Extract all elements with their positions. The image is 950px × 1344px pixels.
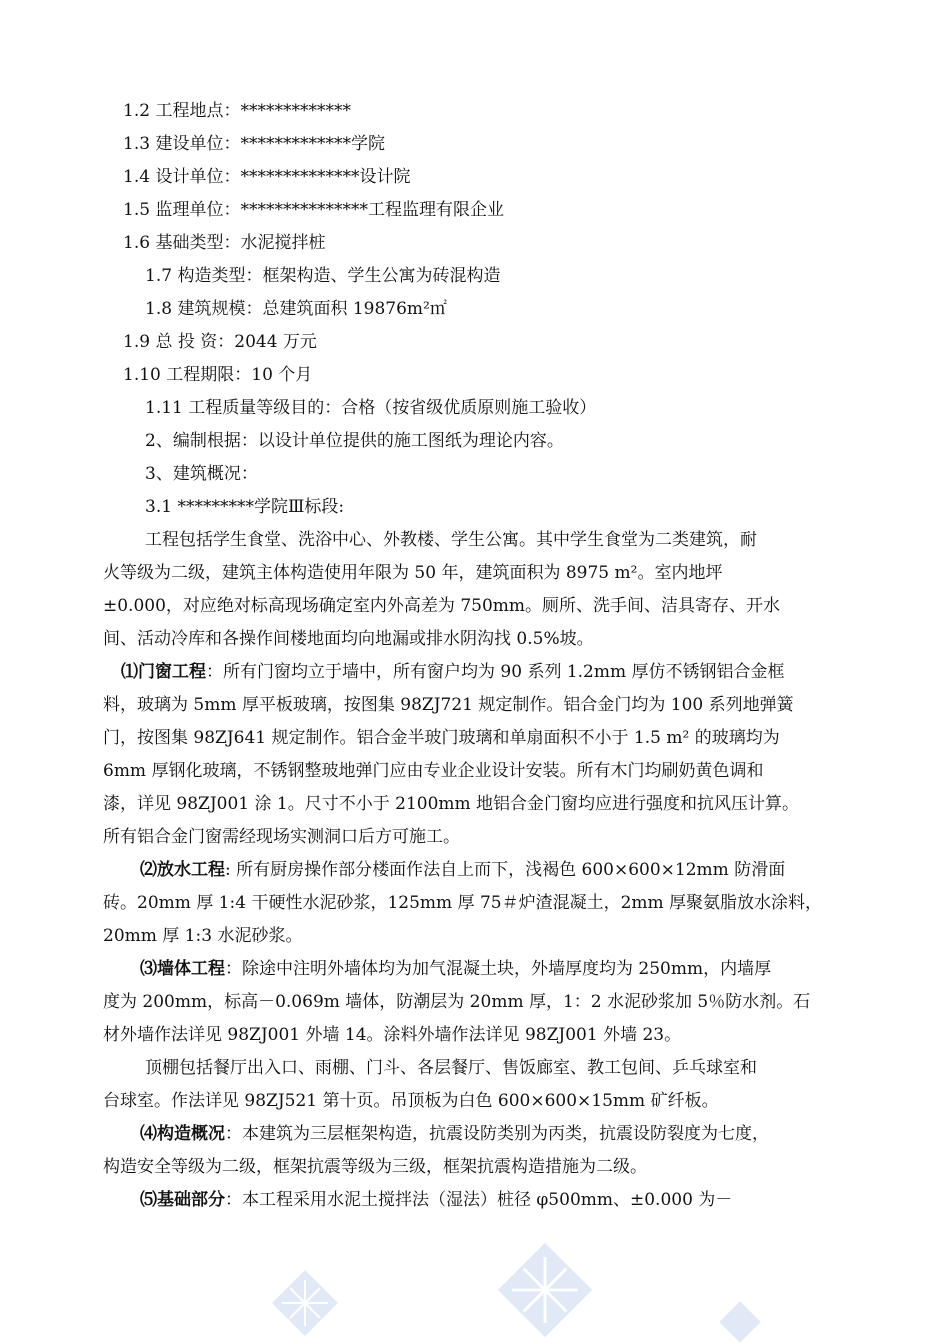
- walls-line: 材外墙作法详见 98ZJ001 外墙 14。涂料外墙作法详见 98ZJ001 外墙 23。: [103, 1025, 682, 1045]
- structure-heading: ⑷构造概况: [140, 1124, 225, 1144]
- item-1-10: 1.10 工程期限：10 个月: [123, 365, 313, 385]
- item-1-2: 1.2 工程地点：*************: [123, 101, 351, 121]
- walls-heading: ⑶墙体工程: [140, 959, 225, 979]
- structure-paragraph-first-line: [140, 1123, 769, 1145]
- foundation-text: ：本工程采用水泥土搅拌法（湿法）桩径 φ500mm、±0.000 为－: [225, 1190, 733, 1210]
- item-1-7: 1.7 构造类型：框架构造、学生公寓为砖混构造: [145, 266, 501, 286]
- waterproof-line: 20mm 厚 1:3 水泥砂浆。: [103, 926, 303, 946]
- overview-line: 工程包括学生食堂、洗浴中心、外教楼、学生公寓。其中学生食堂为二类建筑，耐: [145, 530, 757, 550]
- item-1-4: 1.4 设计单位：**************设计院: [123, 167, 411, 187]
- waterproof-line: 砖。20mm 厚 1:4 干硬性水泥砂浆，125mm 厚 75＃炉渣混凝土，2mm 厚聚氨脂放水涂料，: [103, 893, 823, 913]
- doors-line: 漆，详见 98ZJ001 涂 1。尺寸不小于 2100mm 地铝合金门窗均应进行强度和抗风压计算。: [103, 794, 800, 814]
- walls-line: 度为 200mm，标高－0.069m 墙体，防潮层为 20mm 厚，1：2 水泥砂浆加 5％防水剂。石: [103, 992, 811, 1012]
- doors-text: ：所有门窗均立于墙中，所有窗户均为 90 系列 1.2mm 厚仿不锈钢铝合金框: [206, 662, 785, 682]
- overview-line: 间、活动冷库和各操作间楼地面均向地漏或排水阴沟找 0.5%坡。: [103, 629, 594, 649]
- ceiling-line: 台球室。作法详见 98ZJ521 第十页。吊顶板为白色 600×600×15mm 矿纤板。: [103, 1091, 719, 1111]
- waterproof-text: : 所有厨房操作部分楼面作法自上而下，浅褐色 600×600×12mm 防滑面: [225, 860, 786, 880]
- doors-line: 6mm 厚钢化玻璃，不锈钢整玻地弹门应由专业企业设计安装。所有木门均刷奶黄色调和: [103, 761, 764, 781]
- doors-paragraph-first-line: [121, 661, 785, 683]
- waterproof-paragraph-first-line: [140, 859, 785, 881]
- doors-line: 料，玻璃为 5mm 厚平板玻璃，按图集 98ZJ721 规定制作。铝合金门均为 100 系列地弹簧: [103, 695, 794, 715]
- section-3-overview: 3、建筑概况：: [145, 464, 258, 484]
- snowflake-watermark-icon: [270, 1268, 340, 1338]
- overview-line: ±0.000，对应绝对标高现场确定室内外高差为 750mm。厕所、洗手间、洁具寄存、开水: [103, 596, 781, 616]
- foundation-heading: ⑸基础部分: [140, 1190, 225, 1210]
- doors-line: 所有铝合金门窗需经现场实测洞口后方可施工。: [103, 827, 460, 847]
- doors-heading: ⑴门窗工程: [121, 662, 206, 682]
- section-2-basis: 2、编制根据：以设计单位提供的施工图纸为理论内容。: [145, 431, 564, 451]
- item-1-3: 1.3 建设单位：*************学院: [123, 134, 385, 154]
- item-1-9: 1.9 总 投 资：2044 万元: [123, 332, 317, 352]
- ceiling-line: 顶棚包括餐厅出入口、雨棚、门斗、各层餐厅、售饭廊室、教工包间、乒乓球室和: [145, 1058, 757, 1078]
- walls-text: ：除途中注明外墙体均为加气混凝土块，外墙厚度均为 250mm，内墙厚: [225, 959, 772, 979]
- overview-line: 火等级为二级，建筑主体构造使用年限为 50 年，建筑面积为 8975 m²。室内地坪: [103, 563, 723, 583]
- item-1-6: 1.6 基础类型：水泥搅拌桩: [123, 233, 326, 253]
- structure-line: 构造安全等级为二级，框架抗震等级为三级，框架抗震构造措施为二级。: [103, 1157, 647, 1177]
- snowflake-watermark-icon: [715, 1300, 765, 1344]
- item-1-11: 1.11 工程质量等级目的：合格（按省级优质原则施工验收）: [145, 398, 597, 418]
- waterproof-heading: ⑵放水工程: [140, 860, 225, 880]
- snowflake-watermark-icon: [495, 1240, 595, 1340]
- structure-text: ：本建筑为三层框架构造，抗震设防类别为丙类，抗震设防裂度为七度，: [225, 1124, 769, 1144]
- item-1-8: 1.8 建筑规模：总建筑面积 19876m²㎡: [145, 299, 447, 319]
- foundation-paragraph-first-line: [140, 1189, 732, 1211]
- item-1-5: 1.5 监理单位：***************工程监理有限企业: [123, 200, 504, 220]
- section-3-1-title: 3.1 *********学院Ⅲ标段:: [145, 497, 345, 517]
- doors-line: 门，按图集 98ZJ641 规定制作。铝合金半玻门玻璃和单扇面积不小于 1.5 m² 的玻璃均为: [103, 728, 780, 748]
- walls-paragraph-first-line: [140, 958, 771, 980]
